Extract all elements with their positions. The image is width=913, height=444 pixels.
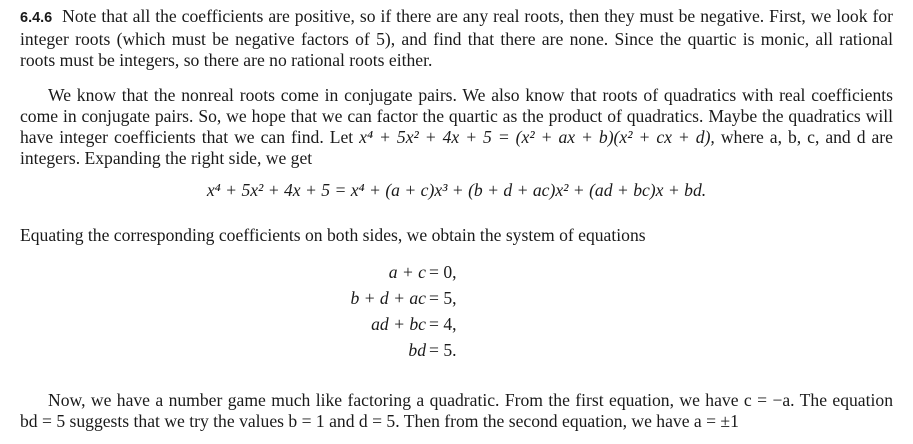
equation-lhs: a + c (388, 262, 426, 282)
equation-lhs: bd (408, 340, 426, 360)
equation-lhs: ad + bc (371, 314, 426, 334)
paragraph-intro (20, 6, 893, 71)
equation-row (0, 262, 913, 288)
paragraph-number-game: Now, we have a number game much like factoring a quadratic. From the first equation, we have c = −a. The equation bd = 5 suggests that we try the values b = 1 and d = 5. Then from the second equation, we have a = ±1 (20, 390, 893, 431)
paragraph-factoring (20, 85, 893, 169)
paragraph-factoring-text: We know that the nonreal roots come in conjugate pairs. We also know that roots of quadratics with real coefficients come in conjugate pairs. So, we hope that we can factor the quartic as the product of quadratics. Maybe the quadratics will have integer coefficients that we can find. Let (20, 85, 893, 147)
paragraph-intro-text: Note that all the coefficients are positive, so if there are any real roots, then they must be negative. First, we look for integer roots (which must be negative factors of 5), and find that there are none. Since the quartic is monic, all rational roots must be integers, so there are no rational roots either. (20, 6, 893, 70)
equation-rhs: = 0, (429, 262, 457, 282)
equation-row (0, 340, 913, 366)
problem-number: 6.4.6 (20, 10, 53, 26)
equation-rhs: = 5, (429, 288, 457, 308)
equation-row (0, 314, 913, 340)
equation-system (0, 262, 913, 366)
paragraph-factoring-tail: where a, b, c, and d are integers. Expanding the right side, we get (20, 127, 893, 168)
equation-row (0, 288, 913, 314)
factoring-equation: x⁴ + 5x² + 4x + 5 = (x² + ax + b)(x² + cx + d), (359, 127, 715, 147)
equation-rhs: = 5. (429, 340, 457, 360)
equation-rhs: = 4, (429, 314, 457, 334)
equation-lhs: b + d + ac (350, 288, 426, 308)
paragraph-equating: Equating the corresponding coefficients on both sides, we obtain the system of equations (20, 225, 646, 245)
expansion-equation: x⁴ + 5x² + 4x + 5 = x⁴ + (a + c)x³ + (b + d + ac)x² + (ad + bc)x + bd. (206, 180, 707, 200)
